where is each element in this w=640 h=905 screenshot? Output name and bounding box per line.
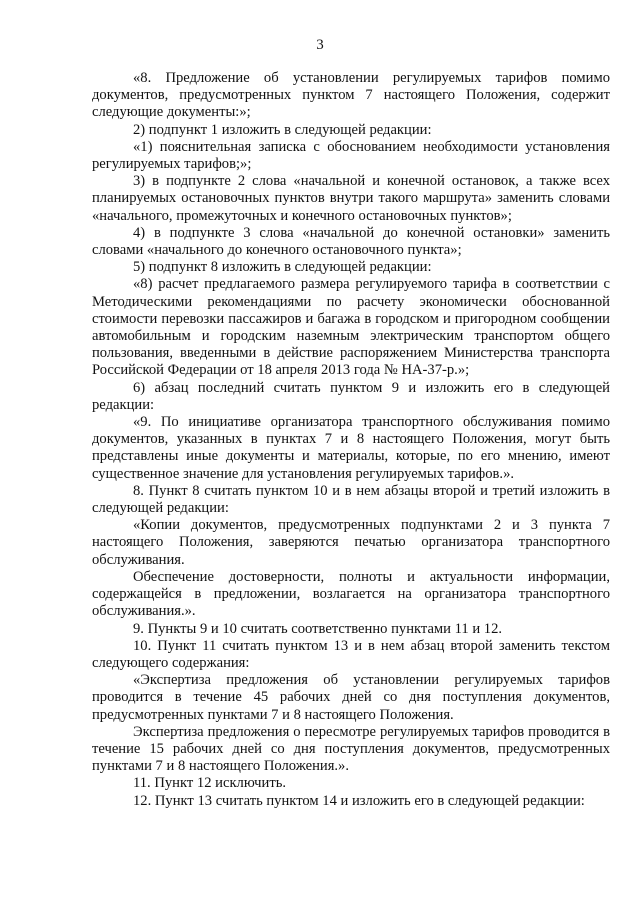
paragraph-7: «8) расчет предлагаемого размера регулируемого тарифа в соответствии с Методическими рекомендациями по расчету экономически обоснованной стоимости перевозки пассажиров и багажа в городском и пригородном сообщении автомобильным и городским наземным электрическим транспортом общего пользования, введенными в действие распоряжением Министерства транспорта Российской Федерации от 18 апреля 2013 года № НА-37-р.»;	[92, 276, 610, 379]
paragraph-8: 6) абзац последний считать пунктом 9 и изложить его в следующей редакции:	[92, 379, 610, 413]
page-number: 3	[316, 37, 324, 53]
paragraph-17: 11. Пункт 12 исключить.	[133, 775, 286, 792]
paragraph-5: 4) в подпункте 3 слова «начальной до конечной остановки» заменить словами «начального до конечного остановочного пункта»;	[92, 224, 610, 259]
paragraph-10: 8. Пункт 8 считать пунктом 10 и в нем абзацы второй и третий изложить в следующей редакции:	[92, 482, 610, 517]
paragraph-18: 12. Пункт 13 считать пунктом 14 и изложить его в следующей редакции:	[133, 792, 585, 809]
document-body	[92, 70, 610, 810]
paragraph-2: 2) подпункт 1 изложить в следующей редакции:	[133, 121, 432, 138]
paragraph-13: 9. Пункты 9 и 10 считать соответственно пунктами 11 и 12.	[133, 620, 503, 637]
paragraph-14: 10. Пункт 11 считать пунктом 13 и в нем абзац второй заменить текстом следующего содержания:	[92, 637, 610, 671]
paragraph-16: Экспертиза предложения о пересмотре регулируемых тарифов проводится в течение 15 рабочих дней со дня поступления документов, предусмотренных пунктами 7 и 8 настоящего Положения.».	[92, 723, 610, 775]
paragraph-15: «Экспертиза предложения об установлении регулируемых тарифов проводится в течение 45 рабочих дней со дня поступления документов, предусмотренных пунктами 7 и 8 настоящего Положения.	[92, 672, 610, 723]
paragraph-9: «9. По инициативе организатора транспортного обслуживания помимо документов, указанных в пунктах 7 и 8 настоящего Положения, могут быть представлены иные документы и материалы, которые, по его мнению, имеют существенное значение для установления регулируемых тарифов.».	[92, 414, 610, 482]
paragraph-4: 3) в подпункте 2 слова «начальной и конечной остановок, а также всех планируемых остановочных пунктов внутри такого маршрута» заменить словами «начального, промежуточных и конечного остановочных пунктов»;	[92, 173, 610, 224]
paragraph-12: Обеспечение достоверности, полноты и актуальности информации, содержащейся в предложении, возлагается на организатора транспортного обслуживания.».	[92, 568, 610, 620]
paragraph-11: «Копии документов, предусмотренных подпунктами 2 и 3 пункта 7 настоящего Положения, заверяются печатью организатора транспортного обслуживания.	[92, 517, 610, 568]
paragraph-6: 5) подпункт 8 изложить в следующей редакции:	[133, 259, 432, 276]
paragraph-1: «8. Предложение об установлении регулируемых тарифов помимо документов, предусмотренных пунктом 7 настоящего Положения, содержит следующие документы:»;	[92, 70, 610, 121]
paragraph-3: «1) пояснительная записка с обоснованием необходимости установления регулируемых тарифов;»;	[92, 138, 610, 173]
